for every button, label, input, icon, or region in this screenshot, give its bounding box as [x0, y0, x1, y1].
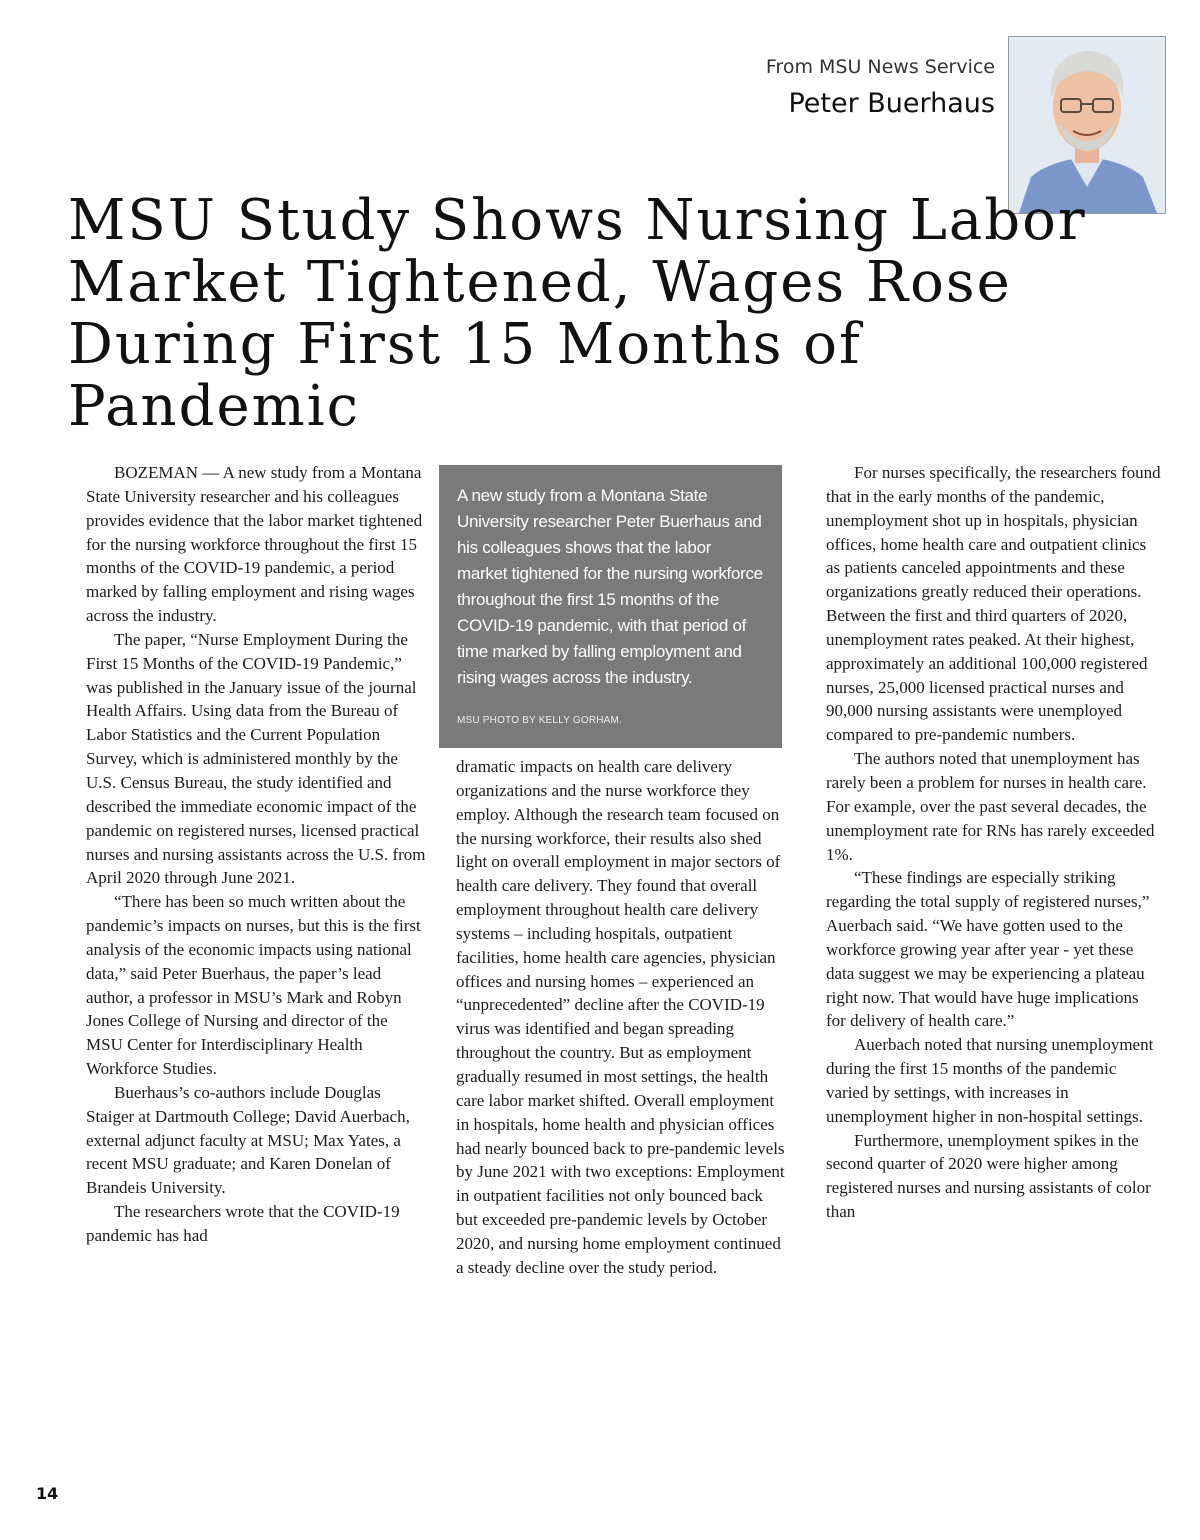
paragraph: Furthermore, unemployment spikes in the second quarter of 2020 were higher among registered nurses and nursing assistants of color than: [826, 1130, 1151, 1222]
paragraph: BOZEMAN — A new study from a Montana State University researcher and his colleagues provides evidence that the labor market tightened for the nursing workforce throughout the first 15 months of the COVID-19 pandemic, a period marked by falling employment and rising wages across the industry.: [86, 463, 423, 626]
paragraph: The authors noted that unemployment has rarely been a problem for nurses in health care. For example, over the past several decades, the unemployment rate for RNs has rarely exceeded 1%.: [826, 749, 1155, 864]
portrait-illustration: [1009, 37, 1165, 213]
article-headline: MSU Study Shows Nursing Labor Market Tightened, Wages Rose During First 15 Months of Pandemic: [68, 188, 1087, 439]
paragraph: For nurses specifically, the researchers found that in the early months of the pandemic, unemployment shot up in hospitals, physician offices, home health care and outpatient clinics as patients canceled appointments and these organizations greatly reduced their operations. Between the first and third quarters of 2020, unemployment rates peaked. At their highest, approximately an additional 100,000 registered nurses, 25,000 licensed practical nurses and 90,000 nursing assistants were unemployed compared to pre-pandemic numbers.: [826, 463, 1161, 745]
paragraph: The researchers wrote that the COVID-19 pandemic has had: [86, 1202, 400, 1245]
byline-source: From MSU News Service: [765, 56, 995, 78]
page-number: 14: [36, 1484, 59, 1503]
paragraph: “These findings are especially striking regarding the total supply of registered nurses,” Auerbach said. “We have gotten used to the workforce growing year after year - yet these data suggest we may be experiencing a plateau right now. That would have huge implications for delivery of health care.”: [826, 868, 1150, 1031]
article-column-2: [456, 755, 786, 1280]
paragraph: “There has been so much written about the pandemic’s impacts on nurses, but this is the first analysis of the economic impacts using national data,” said Peter Buerhaus, the paper’s lead author, a professor in MSU’s Mark and Robyn Jones College of Nursing and director of the MSU Center for Interdisciplinary Health Workforce Studies.: [86, 892, 421, 1079]
pullquote-box: [439, 465, 782, 748]
photo-credit: MSU PHOTO BY KELLY GORHAM.: [457, 715, 623, 726]
article-column-3: [826, 461, 1162, 1224]
paragraph: dramatic impacts on health care delivery organizations and the nurse workforce they employ. Although the research team focused on the nursing workforce, their results also shed light on overall employment in major sectors of health care delivery. They found that overall employment throughout health care delivery systems – including hospitals, outpatient facilities, home health care agencies, physician offices and nursing homes – experienced an “unprecedented” decline after the COVID-19 virus was identified and began spreading throughout the country. But as employment gradually resumed in most settings, the health care labor market shifted. Overall employment in hospitals, home health and physician offices had nearly bounced back to pre-pandemic levels by June 2021 with two exceptions: Employment in outpatient facilities not only bounced back but exceeded pre-pandemic levels by October 2020, and nursing home employment continued a steady decline over the study period.: [456, 757, 785, 1277]
byline-author: Peter Buerhaus: [788, 88, 995, 119]
paragraph: Auerbach noted that nursing unemployment during the first 15 months of the pandemic varied by settings, with increases in unemployment higher in non-hospital settings.: [826, 1035, 1154, 1126]
article-column-1: [86, 461, 428, 1248]
paragraph: Buerhaus’s co-authors include Douglas Staiger at Dartmouth College; David Auerbach, external adjunct faculty at MSU; Max Yates, a recent MSU graduate; and Karen Donelan of Brandeis University.: [86, 1082, 410, 1198]
pullquote-text: A new study from a Montana State University researcher Peter Buerhaus and his colleagues shows that the labor market tightened for the nursing workforce throughout the first 15 months of the COVID-19 pandemic, with that period of time marked by falling employment and rising wages across the industry.: [457, 486, 763, 687]
paragraph: The paper, “Nurse Employment During the First 15 Months of the COVID-19 Pandemic,” was published in the January issue of the journal Health Affairs. Using data from the Bureau of Labor Statistics and the Current Population Survey, which is administered monthly by the U.S. Census Bureau, the study identified and described the immediate economic impact of the pandemic on registered nurses, licensed practical nurses and nursing assistants across the U.S. from April 2020 through June 2021.: [86, 629, 426, 888]
